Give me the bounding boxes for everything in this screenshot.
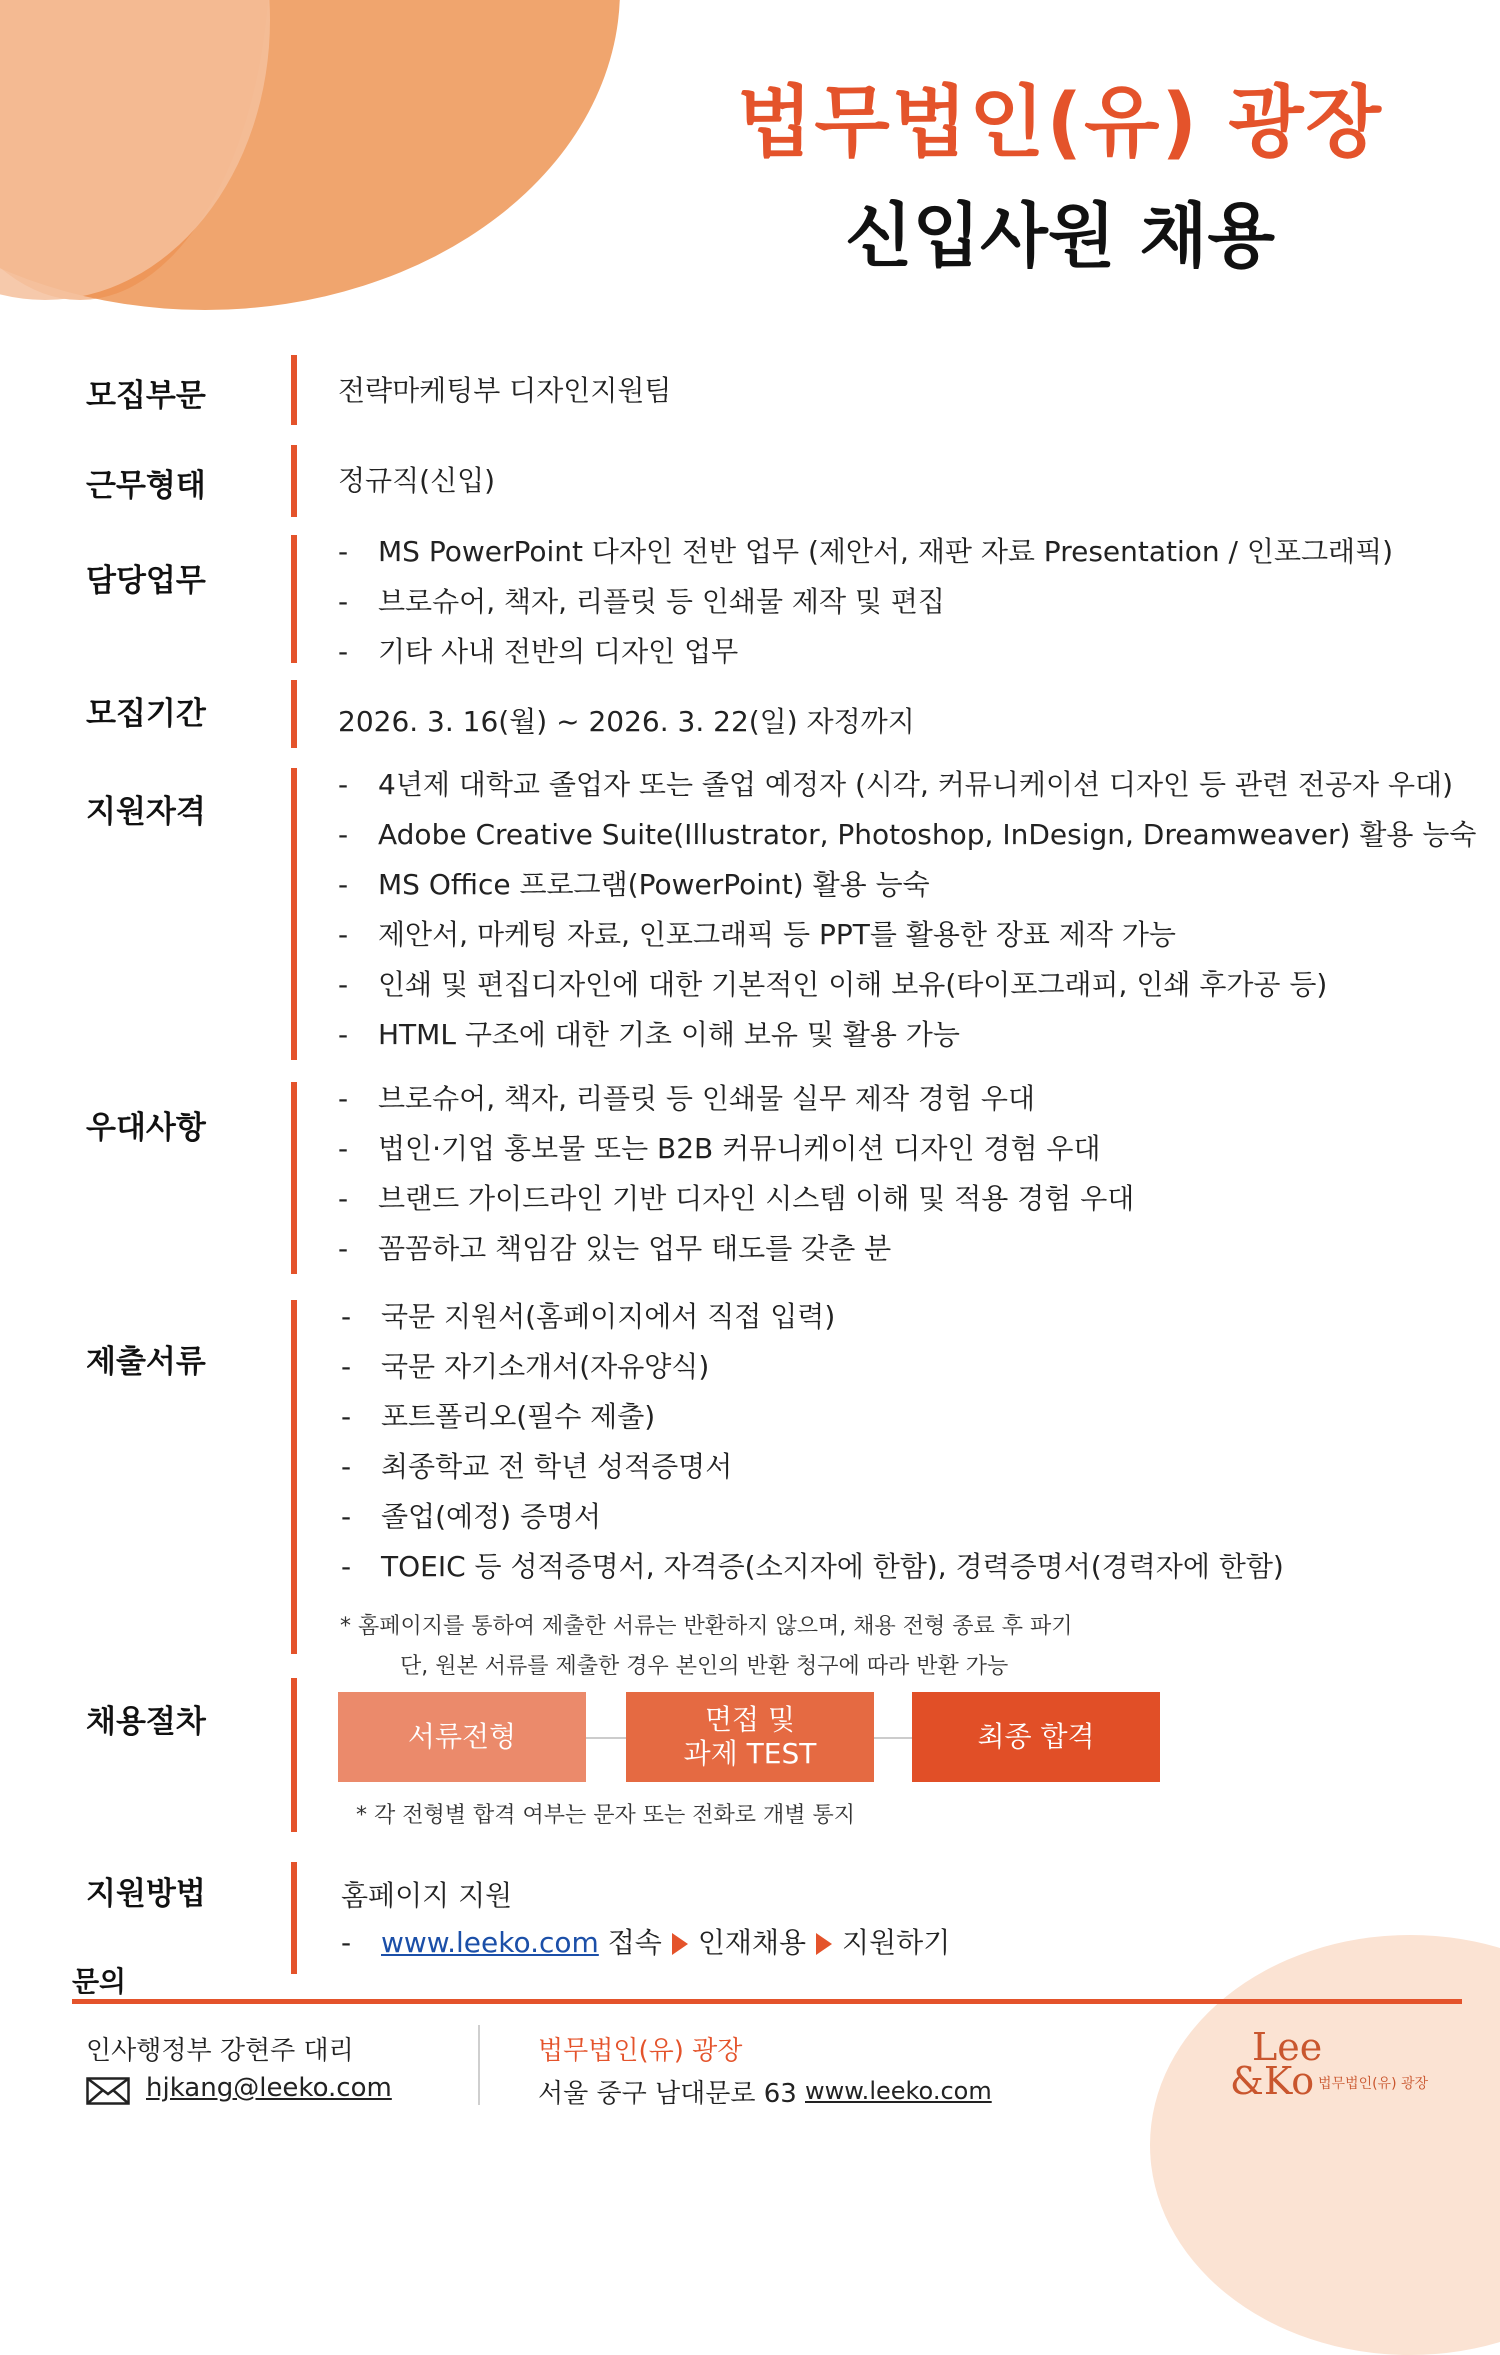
footer-address: 서울 중구 남대문로 63 bbox=[538, 2079, 797, 2109]
section-bar bbox=[291, 1300, 297, 1654]
list-item: - 4년제 대학교 졸업자 또는 졸업 예정자 (시각, 커뮤니케이션 디자인 등 관련 전공자 우대) bbox=[338, 768, 1454, 801]
footer-firm: 법무법인(유) 광장 bbox=[538, 2036, 743, 2066]
apply-step-careers: 인재채용 bbox=[697, 1926, 807, 1959]
section-label: 지원방법 bbox=[86, 1876, 206, 1912]
list-item: - 기타 사내 전반의 디자인 업무 bbox=[338, 635, 739, 668]
process-step-documents: 서류전형 bbox=[338, 1692, 586, 1782]
footer-website-link[interactable]: www.leeko.com bbox=[805, 2077, 992, 2105]
list-item: - HTML 구조에 대한 기초 이해 보유 및 활용 가능 bbox=[338, 1018, 960, 1051]
process-note: * 각 전형별 합격 여부는 문자 또는 전화로 개별 통지 bbox=[356, 1803, 855, 1828]
documents-list bbox=[341, 1292, 1461, 1592]
process-step-final: 최종 합격 bbox=[912, 1692, 1160, 1782]
section-bar bbox=[291, 768, 297, 1060]
logo-text-bottom: &Ko bbox=[1230, 2059, 1315, 2103]
list-item: - 최종학교 전 학년 성적증명서 bbox=[341, 1450, 733, 1483]
section-label: 모집기간 bbox=[86, 696, 206, 732]
logo-subtitle: 법무법인(유) 광장 bbox=[1318, 2076, 1429, 2092]
section-label: 담당업무 bbox=[86, 563, 206, 599]
arrow-right-icon bbox=[672, 1933, 688, 1955]
contact-person: 인사행정부 강현주 대리 bbox=[86, 2036, 354, 2066]
apply-step-visit: 접속 bbox=[607, 1926, 662, 1959]
section-label: 지원자격 bbox=[86, 794, 206, 830]
apply-method: 홈페이지 지원 bbox=[341, 1879, 513, 1912]
documents-note-2: 단, 원본 서류를 제출한 경우 본인의 반환 청구에 따라 반환 가능 bbox=[400, 1654, 1009, 1679]
section-label: 우대사항 bbox=[86, 1110, 206, 1146]
section-label: 제출서류 bbox=[86, 1344, 206, 1380]
list-item: - 포트폴리오(필수 제출) bbox=[341, 1400, 656, 1433]
apply-step-apply: 지원하기 bbox=[842, 1926, 951, 1959]
mail-icon bbox=[86, 2077, 130, 2105]
list-item: - Adobe Creative Suite(Illustrator, Photoshop, InDesign, Dreamweaver) 활용 능숙 bbox=[338, 818, 1477, 851]
section-bar bbox=[291, 1082, 297, 1274]
list-item: - 브랜드 가이드라인 기반 디자인 시스템 이해 및 적용 경험 우대 bbox=[338, 1182, 1135, 1215]
section-value: 전략마케팅부 디자인지원팀 bbox=[338, 374, 672, 407]
section-label: 근무형태 bbox=[86, 468, 206, 504]
leeko-logo bbox=[1230, 2025, 1323, 2103]
decorative-circle-footer bbox=[1150, 1935, 1500, 2355]
list-item: - MS PowerPoint 다자인 전반 업무 (제안서, 재판 자료 Presentation / 인포그래픽) bbox=[338, 535, 1394, 568]
list-item: - 국문 지원서(홈페이지에서 직접 입력) bbox=[341, 1300, 836, 1333]
list-item: - 졸업(예정) 증명서 bbox=[341, 1500, 602, 1533]
list-item: - 브로슈어, 책자, 리플릿 등 인쇄물 제작 및 편집 bbox=[338, 585, 945, 618]
process-step-interview: 면접 및 과제 TEST bbox=[626, 1692, 874, 1782]
list-item: - 국문 자기소개서(자유양식) bbox=[341, 1350, 710, 1383]
documents-note-1: * 홈페이지를 통하여 제출한 서류는 반환하지 않으며, 채용 전형 종료 후 파기 bbox=[340, 1614, 1073, 1639]
section-bar bbox=[291, 1862, 297, 1974]
firm-title: 법무법인(유) 광장 bbox=[737, 78, 1383, 168]
inquiry-label: 문의 bbox=[72, 1965, 127, 1998]
logo-text-top: Lee bbox=[1252, 2025, 1323, 2069]
process-flow bbox=[338, 1692, 1160, 1782]
website-link[interactable]: www.leeko.com bbox=[381, 1926, 599, 1959]
preferences-list bbox=[338, 1074, 1458, 1274]
duties-list bbox=[338, 527, 1458, 677]
apply-path bbox=[341, 1918, 1461, 1968]
section-label: 채용절차 bbox=[86, 1704, 206, 1740]
list-item: - 인쇄 및 편집디자인에 대한 기본적인 이해 보유(타이포그래피, 인쇄 후가공 등) bbox=[338, 968, 1328, 1001]
section-value: 2026. 3. 16(월) ~ 2026. 3. 22(일) 자정까지 bbox=[338, 705, 915, 738]
list-item: - 브로슈어, 책자, 리플릿 등 인쇄물 실무 제작 경험 우대 bbox=[338, 1082, 1036, 1115]
section-bar bbox=[291, 535, 297, 663]
list-item: - 제안서, 마케팅 자료, 인포그래픽 등 PPT를 활용한 장표 제작 가능 bbox=[338, 918, 1176, 951]
qualifications-list bbox=[338, 760, 1477, 1060]
section-bar bbox=[291, 445, 297, 517]
section-value: 정규직(신입) bbox=[338, 464, 496, 497]
section-bar bbox=[291, 355, 297, 425]
footer-divider bbox=[72, 1999, 1462, 2004]
list-item: - TOEIC 등 성적증명서, 자격증(소지자에 한함), 경력증명서(경력자에 한함) bbox=[341, 1550, 1284, 1583]
contact-email-link[interactable]: hjkang@leeko.com bbox=[146, 2073, 392, 2103]
list-item: - 꼼꼼하고 책임감 있는 업무 태도를 갖춘 분 bbox=[338, 1232, 892, 1265]
list-item: - 법인·기업 홍보물 또는 B2B 커뮤니케이션 디자인 경험 우대 bbox=[338, 1132, 1101, 1165]
footer-separator bbox=[478, 2025, 480, 2105]
arrow-right-icon bbox=[816, 1933, 832, 1955]
list-item: - MS Office 프로그램(PowerPoint) 활용 능숙 bbox=[338, 868, 930, 901]
page-title: 신입사원 채용 bbox=[844, 195, 1276, 277]
section-bar bbox=[291, 680, 297, 748]
dash-mark: - bbox=[341, 1926, 352, 1959]
section-bar bbox=[291, 1678, 297, 1832]
section-label: 모집부문 bbox=[86, 378, 206, 414]
